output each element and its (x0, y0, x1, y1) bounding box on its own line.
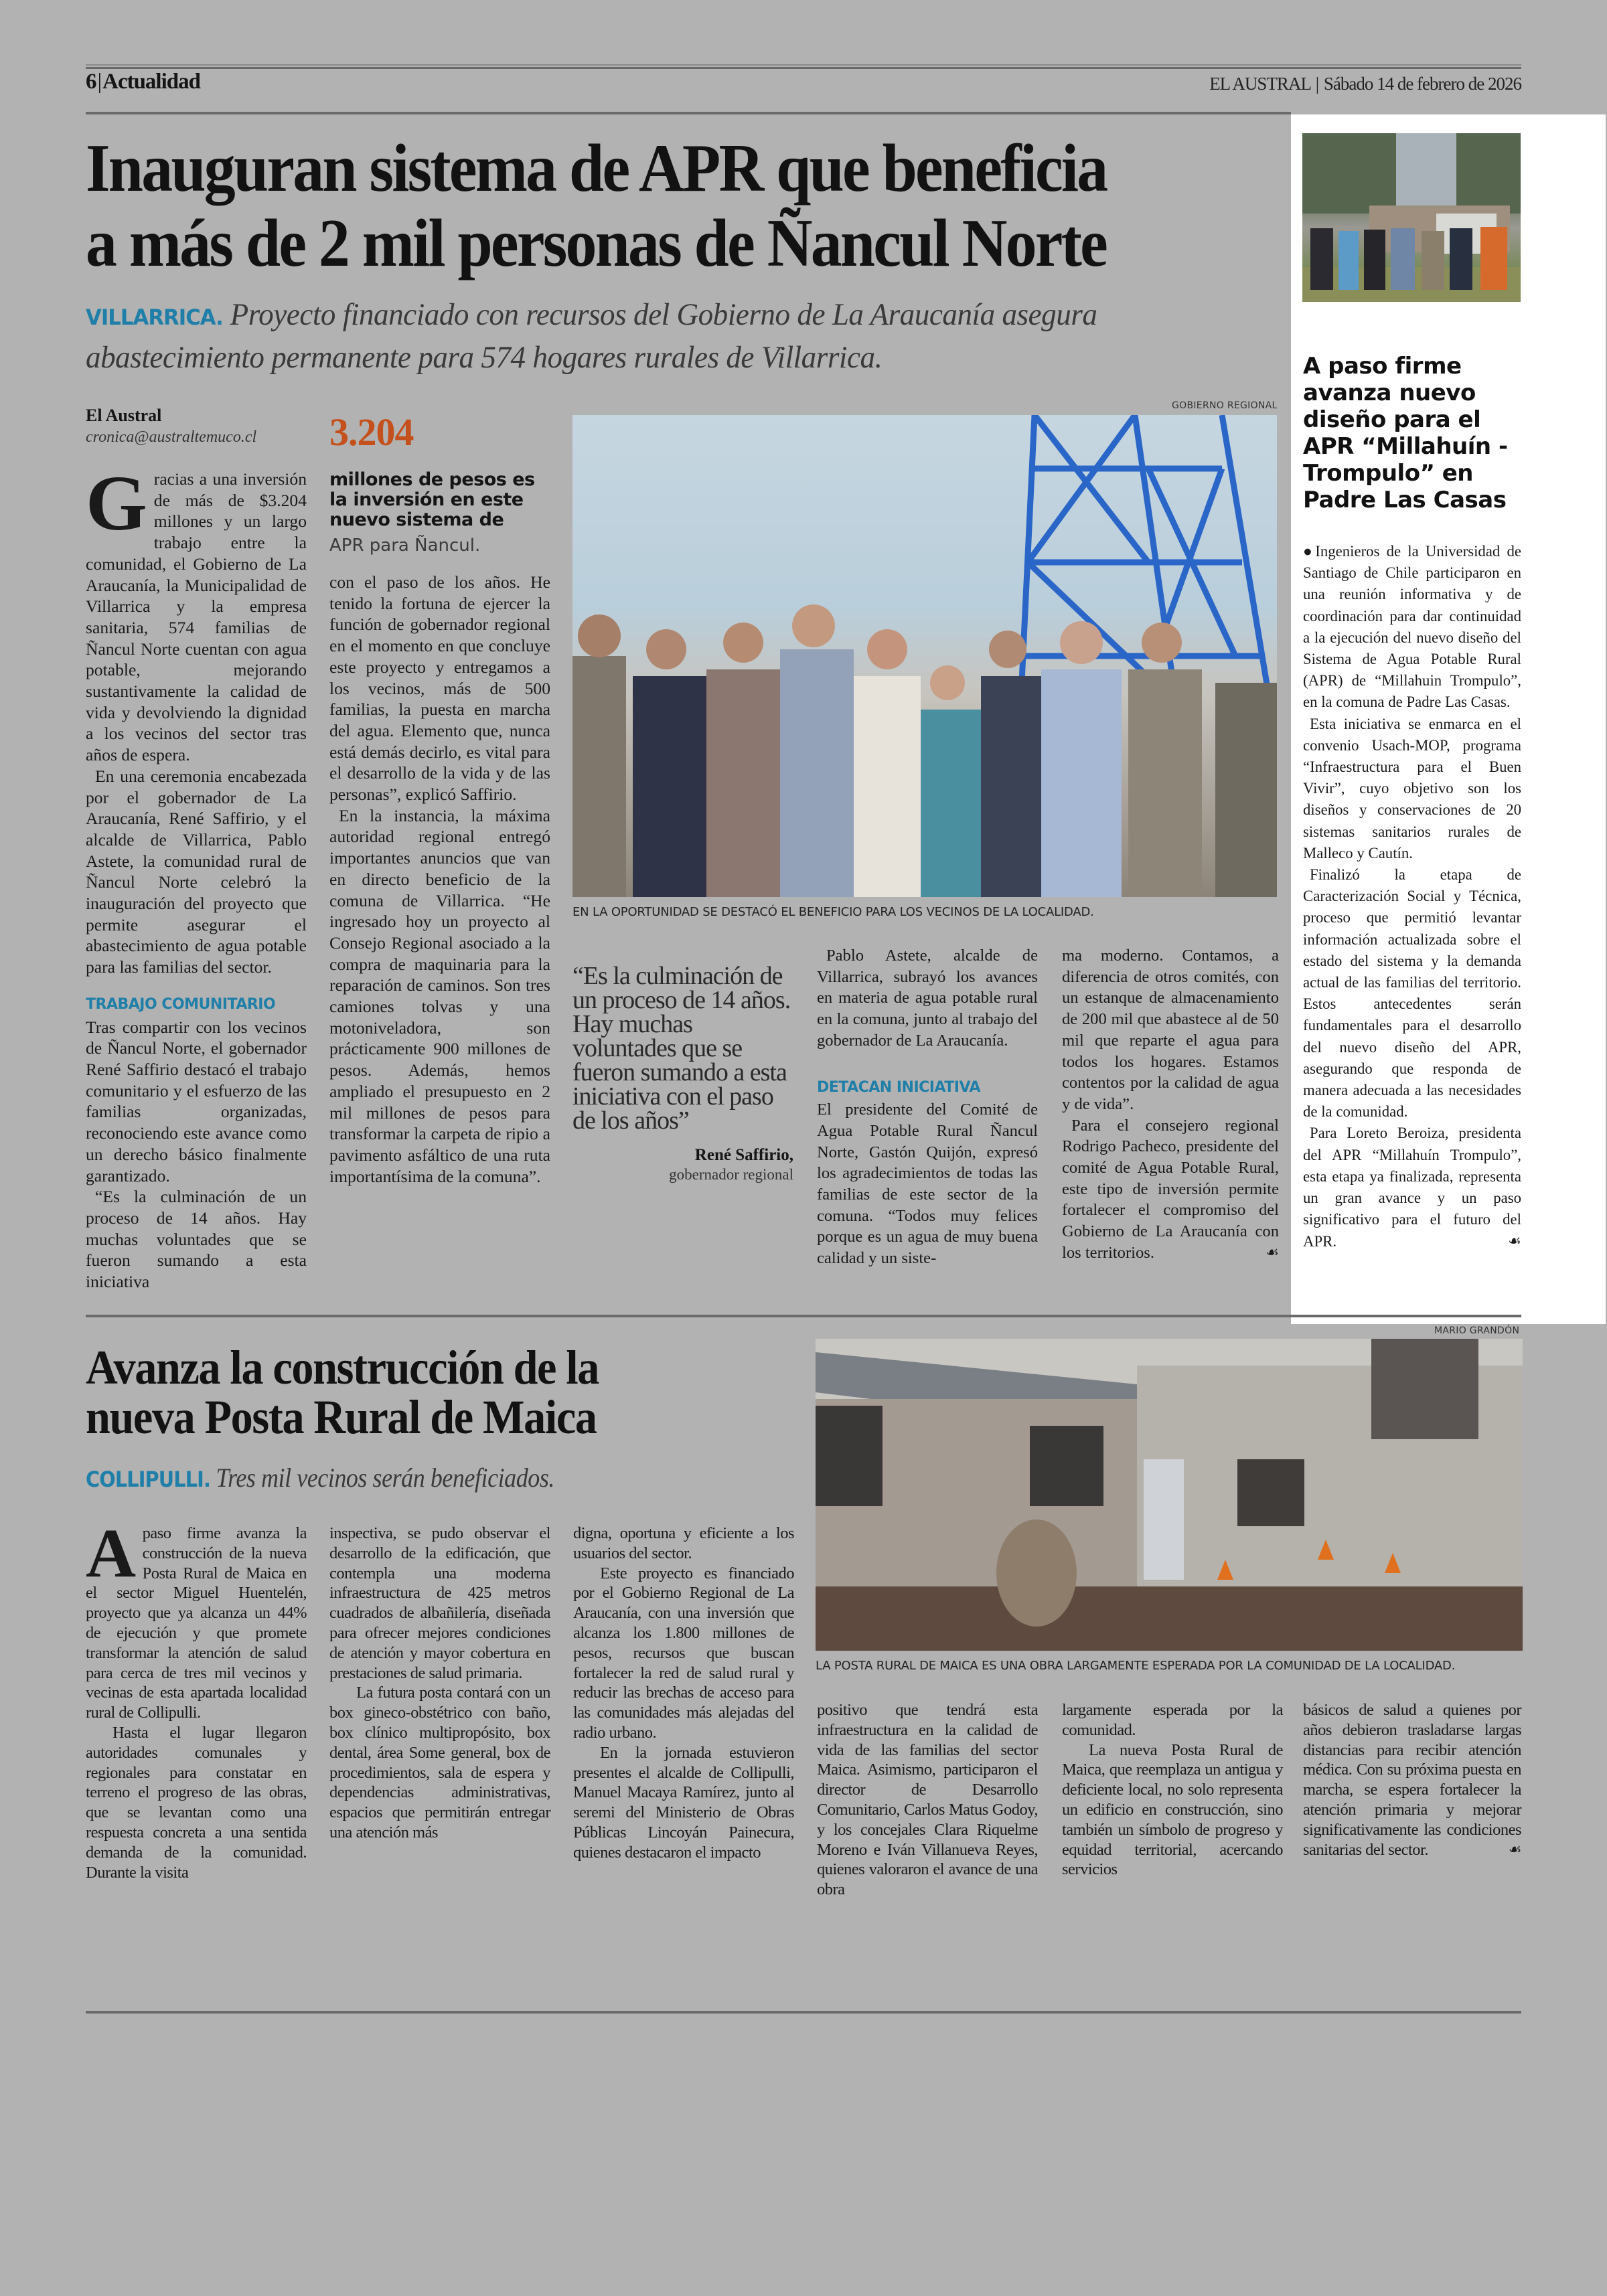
sidebar-photo[interactable] (1302, 133, 1521, 302)
story2-column-1 (86, 1515, 307, 1882)
story2-deck (86, 1462, 724, 1495)
pull-quote-name: René Saffirio, (694, 1146, 793, 1164)
story2-col6-para1 (1303, 1700, 1521, 1860)
story2-headline (86, 1343, 739, 1442)
story2-column-4 (817, 1700, 1038, 1900)
story1-col2-para1: con el paso de los años. He tenido la fortuna de ejercer la función de gobernador regional en el momento en que concluye este proyecto y entregamos a los vecinos, más de 500 familias, la puesta en marcha del agua. Elemento que, nunca está demás decirlo, es vital para el desarrollo de la vida y de las personas”, explicó Saffirio. (329, 572, 550, 805)
people-group-graphic (572, 602, 1277, 897)
story2-col1-para1 (86, 1515, 307, 1723)
sidebar-photo-graphic (1302, 133, 1521, 302)
story1-col4-para2 (1062, 1115, 1279, 1264)
page-section-label: 6|Actualidad (86, 70, 200, 94)
para-text: Para Loreto Beroiza, presidenta del APR “Millahuín Trompulo”, esta etapa ya finalizada, representa un gran avance y un paso significativo para el futuro del APR. (1303, 1125, 1521, 1250)
main-kicker: VILLARRICA. (86, 305, 223, 330)
story1-col1-para4: “Es la culminación de un proceso de 14 años. Hay muchas voluntades que se fueron sumando a esta iniciativa (86, 1187, 307, 1292)
sidebar-para2: Esta iniciativa se enmarca en el convenio Usach-MOP, programa “Infraestructura para el Buen Vivir”, cuyo objetivo son los diseños y conservaciones de 20 sistemas sanitarios rurales de Malleco y Cautín. (1303, 715, 1521, 862)
story2-deck-text: Tres mil vecinos serán beneficiados. (216, 1463, 554, 1493)
para-text: básicos de salud a quienes por años debieron trasladarse largas distancias para recibir atención médica. Con su próxima puesta en marcha, se espera fortalecer la atención primaria y mejorar significativamente las condiciones sanitarias del sector. (1303, 1701, 1521, 1859)
story1-col3-para2: El presidente del Comité de Agua Potable Rural Ñancul Norte, Gastón Quijón, expresó los agradecimientos de todas las familias de este sector de la comuna. “Todos muy felices porque es un agua de muy buena calidad y un siste- (817, 1100, 1038, 1268)
byline-email[interactable]: cronica@australtemuco.cl (86, 428, 257, 446)
end-mark-icon: ☙ (1508, 1841, 1521, 1858)
sidebar-body (1303, 541, 1521, 1252)
header-rule-top-thick (86, 67, 1521, 69)
end-mark-icon: ☙ (1266, 1244, 1279, 1261)
story1-col1-para2: En una ceremonia encabezada por el gobernador de La Araucanía, René Saffirio, y el alcalde de Villarrica, Pablo Astete, la comunidad rural de Ñancul Norte celebró la inauguración del proyecto que permite asegurar el abastecimiento de agua potable para las familias del sector. (86, 766, 307, 977)
main-deck-text: Proyecto financiado con recursos del Gobierno de La Araucanía asegura abastecimiento permanente para 574 hogares rurales de Villarrica. (86, 297, 1097, 375)
story2-col2-para2: La futura posta contará con un box gineco-obstétrico con baño, box clínico multipropósito, box dental, área Some general, box de procedimientos, sala de espera y dependencias administrativas, espacios que permitirán entregar una atención más (329, 1684, 550, 1841)
pull-quote: “Es la culminación de un proceso de 14 años. Hay muchas voluntades que se fueron sumando a esta iniciativa con el paso de los años” (572, 962, 791, 1135)
subhead-detacan-iniciativa: DETACAN INICIATIVA (817, 1078, 981, 1096)
story1-col2-para2: En la instancia, la máxima autoridad regional entregó importantes anuncios que van en directo beneficio de la comuna de Villarrica. “He ingresado hoy un proyecto al Consejo Regional asociado a la compra de maquinaria para la reparación de caminos. Son tres camiones tolvas y una motoniveladora, son prácticamente 900 millones de pesos. Además, hemos ampliado el presupuesto en 2 mil millones de pesos para transformar la carpeta de ripio a pavimento asfáltico de una ruta importantísima de la comuna”. (329, 805, 550, 1186)
main-headline (86, 131, 1195, 281)
para-text: racias a una inversión de más de $3.204 millones y un largo trabajo entre la comunidad, el Gobierno de La Araucanía, la Municipalidad de Villarrica y la empresa sanitaria, 574 familias de Ñancul Norte cuentan con agua potable, mejorando sustantivamente la calidad de vida y devolviendo la dignidad a los vecinos del sector tras años de espera. (86, 469, 307, 765)
sidebar-para1: ●Ingenieros de la Universidad de Santiago de Chile participaron en una reunión informativa y de coordinación para dar continuidad a la ejecución del nuevo diseño del Sistema de Agua Potable Rural (APR) de “Millahuin Trompulo”, en la comuna de Padre Las Casas. (1303, 543, 1521, 711)
story2-kicker: COLLIPULLI. (86, 1467, 210, 1492)
dropcap: A (86, 1515, 136, 1592)
story2-col5-para1: largamente esperada por la comunidad. (1062, 1701, 1283, 1739)
story2-col3-para2: Este proyecto es financiado por el Gobierno Regional de La Araucanía, con una inversión que alcanza los 1.800 millones de pesos, recursos que buscan fortalecer la red de salud rural y reducir las brechas de acceso para las comunidades más alejadas del radio urbano. (573, 1564, 794, 1742)
para-text: Para el consejero regional Rodrigo Pacheco, presidente del comité de Agua Potable Rural, este tipo de inversión permite fortalecer el compromiso del Gobierno de La Araucanía con los territorios. (1062, 1116, 1279, 1262)
photo-credit-main: GOBIERNO REGIONAL (1172, 400, 1278, 411)
story2-headline-line2: nueva Posta Rural de Maica (86, 1390, 597, 1444)
masthead-info: EL AUSTRAL | Sábado 14 de febrero de 2026 (1209, 74, 1521, 94)
story1-column-1 (86, 459, 307, 1293)
photo-caption-posta: LA POSTA RURAL DE MAICA ES UNA OBRA LARGAMENTE ESPERADA POR LA COMUNIDAD DE LA LOCALIDAD. (816, 1659, 1456, 1673)
main-headline-line1: Inauguran sistema de APR que beneficia (86, 131, 1107, 206)
dropcap: G (86, 459, 147, 547)
story2-column-3 (573, 1524, 794, 1863)
photo-credit-posta: MARIO GRANDÓN (1434, 1325, 1520, 1336)
end-mark-icon: ☙ (1508, 1232, 1521, 1250)
photo-caption-main: EN LA OPORTUNIDAD SE DESTACÓ EL BENEFICIO PARA LOS VECINOS DE LA LOCALIDAD. (572, 905, 1094, 919)
story2-column-6 (1303, 1700, 1521, 1860)
sidebar-para3: Finalizó la etapa de Caracterización Social y Técnica, proceso que permitió levantar información actualizada sobre el estado del sistema y la demanda actual de las familias del territorio. Estos antecedentes serán fundamentales para el desarrollo del nuevo diseño del APR, asegurando que responda de manera adecuada a las necesidades de la comunidad. (1303, 866, 1521, 1121)
posta-photo-graphic (816, 1339, 1523, 1651)
story1-column-3 (817, 945, 1038, 1269)
header-rule-top (86, 64, 1521, 66)
story1-col1-para3: Tras compartir con los vecinos de Ñancul Norte, el gobernador René Saffirio destacó el trabajo comunitario y el esfuerzo de las familias organizadas, reconociendo este avance como un derecho básico finalmente garantizado. (86, 1017, 307, 1185)
stat-number: 3.204 (329, 410, 414, 454)
story1-column-2 (329, 572, 550, 1187)
story1-column-4 (1062, 945, 1279, 1264)
sidebar-para4 (1303, 1123, 1521, 1252)
subhead-trabajo-comunitario: TRABAJO COMUNITARIO (86, 995, 276, 1013)
header-rule-bottom (86, 112, 1291, 114)
sidebar-headline: A paso firme avanza nuevo diseño para el APR “Millahuín - Trompulo” en Padre Las Casas (1303, 353, 1508, 513)
publication-date: Sábado 14 de febrero de 2026 (1323, 74, 1521, 94)
story2-col4-para1: positivo que tendrá esta infraestructura en la calidad de vida de las familias del sector Maica. Asimismo, participaron el director de Desarrollo Comunitario, Carlos Matus Godoy, y los concejales Clara Riquelme Moreno e Iván Villanueva Reyes, quienes valoraron el avance de una obra (817, 1701, 1038, 1899)
main-photo[interactable] (572, 415, 1277, 897)
story-divider (86, 1315, 1521, 1317)
section-name: Actualidad (102, 70, 200, 94)
story2-column-5 (1062, 1700, 1283, 1880)
posta-photo[interactable] (816, 1339, 1523, 1651)
publication-name: EL AUSTRAL (1209, 74, 1310, 94)
stat-subtext: APR para Ñancul. (329, 536, 481, 556)
story1-col1-para1 (86, 459, 307, 766)
story2-headline-line1: Avanza la construcción de la (86, 1341, 599, 1394)
para-text: paso firme avanza la construcción de la nueva Posta Rural de Maica en el sector Miguel Huentelén, proyecto que ya alcanza un 44% de ejecución y que promete transformar la atención de salud para cerca de tres mil vecinos y vecinas de esta apartada localidad rural de Collipulli. (86, 1524, 307, 1722)
bottom-rule (86, 2011, 1521, 2014)
story2-col1-para2: Hasta el lugar llegaron autoridades comunales y regionales para constatar en terreno el progreso de las obras, que se levantan como una respuesta concreta a una sentida demanda de la comunidad. Durante la visita (86, 1723, 307, 1882)
story2-col3-para3: En la jornada estuvieron presentes el alcalde de Collipulli, Manuel Macaya Ramírez, junto al seremi del Ministerio de Obras Públicas Lincoyán Painecura, quienes destacaron el impacto (573, 1743, 794, 1862)
stat-text: millones de pesos es la inversión en este nuevo sistema de (329, 469, 535, 530)
story2-col5-para2: La nueva Posta Rural de Maica, que reemplaza un antigua y deficiente local, no solo representa un edificio en construcción, sino también un símbolo de progreso y equidad territorial, acercando servicios (1062, 1740, 1283, 1879)
story1-col4-para1: ma moderno. Contamos, a diferencia de otros comités, con un estanque de almacenamiento de 200 mil que abastece al de 50 mil que reparte el agua para todos los hogares. Estamos contentos por la calidad de agua y de vida”. (1062, 947, 1279, 1113)
pull-quote-role: gobernador regional (669, 1166, 793, 1183)
story2-column-2 (329, 1524, 550, 1843)
story2-col2-para1: inspectiva, se pudo observar el desarrollo de la edificación, que contempla una moderna infraestructura de 425 metros cuadrados de albañilería, diseñada para ofrecer mejores condiciones de atención y mayor cobertura en prestaciones de salud primaria. (329, 1524, 550, 1682)
page-number: 6 (86, 70, 96, 94)
story1-col3-para1: Pablo Astete, alcalde de Villarrica, subrayó los avances en materia de agua potable rural en la comuna, junto al trabajo del gobernador de La Araucanía. (817, 947, 1038, 1050)
main-headline-line2: a más de 2 mil personas de Ñancul Norte (86, 206, 1107, 281)
byline: El Austral (86, 406, 162, 425)
main-deck (86, 295, 1230, 378)
story2-col3-para1: digna, oportuna y eficiente a los usuarios del sector. (573, 1524, 794, 1562)
